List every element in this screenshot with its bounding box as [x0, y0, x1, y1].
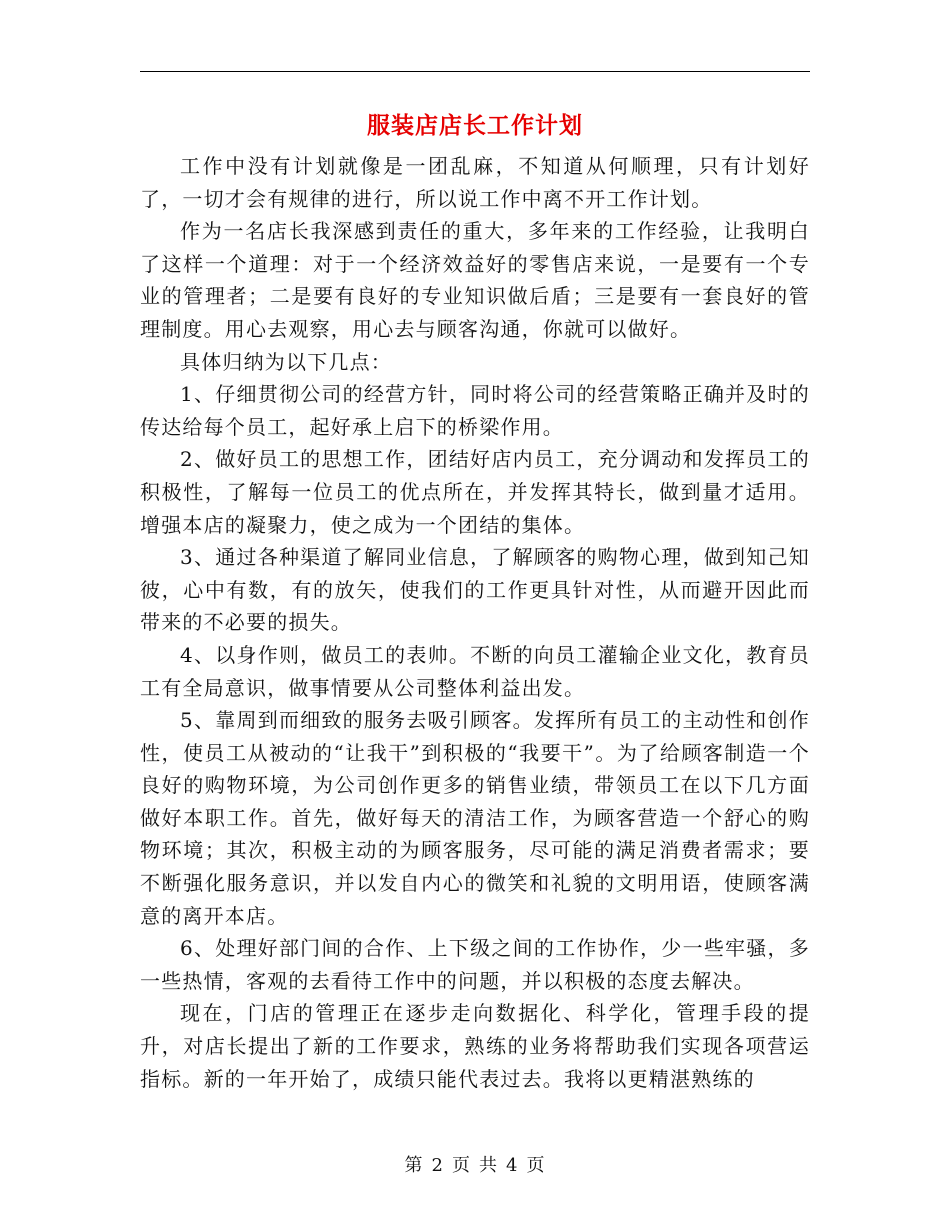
- paragraph-experience: 作为一名店长我深感到责任的重大，多年来的工作经验，让我明白了这样一个道理：对于一个经济效益好的零售店来说，一是要有一个专业的管理者；二是要有良好的专业知识做后盾；三是要有一套良好的管理制度。用心去观察，用心去与顾客沟通，你就可以做好。: [140, 219, 810, 341]
- footer-current-page: 2: [431, 1155, 444, 1176]
- footer-total-pages: 4: [506, 1155, 519, 1176]
- paragraph-point-2: 2、做好员工的思想工作，团结好店内员工，充分调动和发挥员工的积极性，了解每一位员工的优点所在，并发挥其特长，做到量才适用。增强本店的凝聚力，使之成为一个团结的集体。: [140, 447, 810, 537]
- footer-page-label: 页: [452, 1155, 471, 1176]
- paragraph-point-6: 6、处理好部门间的合作、上下级之间的工作协作，少一些牢骚，多一些热情，客观的去看待工作中的问题，并以积极的态度去解决。: [140, 936, 810, 993]
- paragraph-point-4: 4、以身作则，做员工的表帅。不断的向员工灌输企业文化，教育员工有全局意识，做事情要从公司整体利益出发。: [140, 642, 810, 700]
- document-body: [140, 150, 810, 1095]
- paragraph-point-3: 3、通过各种渠道了解同业信息，了解顾客的购物心理，做到知己知彼，心中有数，有的放矢，使我们的工作更具针对性，从而避开因此而带来的不必要的损失。: [140, 545, 810, 635]
- paragraph-summary-heading: 具体归纳为以下几点：: [180, 349, 392, 374]
- paragraph-point-5: 5、靠周到而细致的服务去吸引顾客。发挥所有员工的主动性和创作性，使员工从被动的“让我干”到积极的“我要干”。为了给顾客制造一个良好的购物环境，为公司创作更多的销售业绩，带领员工在以下几方面做好本职工作。首先，做好每天的清洁工作，为顾客营造一个舒心的购物环境；其次，积极主动的为顾客服务，尽可能的满足消费者需求；要不断强化服务意识，并以发自内心的微笑和礼貌的文明用语，使顾客满意的离开本店。: [140, 708, 810, 928]
- footer-total-label: 共: [479, 1155, 498, 1176]
- header-rule: [140, 71, 810, 72]
- paragraph-intro: 工作中没有计划就像是一团乱麻，不知道从何顺理，只有计划好了，一切才会有规律的进行，所以说工作中离不开工作计划。: [140, 154, 810, 211]
- paragraph-point-1: 1、仔细贯彻公司的经营方针，同时将公司的经营策略正确并及时的传达给每个员工，起好承上启下的桥梁作用。: [140, 382, 810, 439]
- footer-suffix: 页: [526, 1155, 546, 1176]
- footer-prefix: 第: [404, 1155, 424, 1176]
- document-title: 服装店店长工作计划: [367, 112, 583, 139]
- paragraph-closing: 现在，门店的管理正在逐步走向数据化、科学化，管理手段的提升，对店长提出了新的工作要求，熟练的业务将帮助我们实现各项营运指标。新的一年开始了，成绩只能代表过去。我将以更精湛熟练的: [140, 1001, 810, 1091]
- page-footer: [140, 1154, 810, 1178]
